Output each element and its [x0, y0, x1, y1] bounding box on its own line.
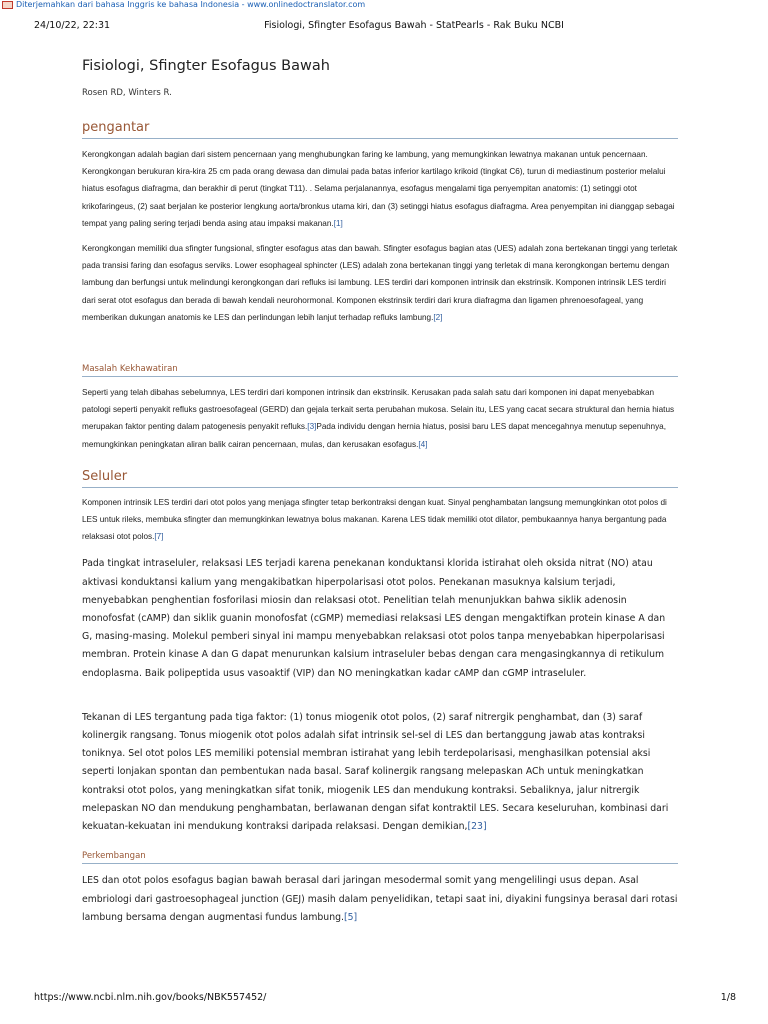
- print-datetime: 24/10/22, 22:31: [34, 20, 111, 31]
- print-header: [34, 19, 734, 33]
- translator-banner-text[interactable]: Diterjemahkan dari bahasa Inggris ke bahasa Indonesia - www.onlinedoctranslator.com: [16, 0, 366, 9]
- citation-link[interactable]: [23]: [467, 821, 487, 833]
- article-authors: Rosen RD, Winters R.: [82, 88, 172, 98]
- citation-link[interactable]: [7]: [154, 532, 164, 542]
- section-heading-seluler: Seluler: [82, 468, 678, 488]
- paragraph-text: Seperti yang telah dibahas sebelumnya, LES terdiri dari komponen intrinsik dan ekstrinsik. Kerusakan pada salah satu dari komponen ini dapat menyebabkan patologi seperti penyakit refluks gastroesofageal (GERD) dan gejala terkait serta perubahan mukosa. Selain itu, LES yang cacat secara struktural dan hernia hiatus merupakan faktor penting dalam patogenesis penyakit refluks.: [82, 388, 675, 432]
- paragraph-text: Kerongkongan memiliki dua sfingter fungsional, sfingter esofagus atas dan bawah. Sfingter esofagus bagian atas (UES) adalah zona bertekanan tinggi yang terletak pada transisi faring dan esofagus serviks. Lower esophageal sphincter (LES) adalah zona bertekanan tinggi yang terletak di mana kerongkongan bertemu dengan lambung dan berfungsi untuk melindungi kerongkongan dari refluks isi lambung. LES terdiri dari komponen intrinsik dan ekstrinsik. Komponen intrinsik LES terdiri dari serat otot esofagus dan berada di bawah kendali neurohormonal. Komponen ekstrinsik terdiri dari krura diafragma dan ligamen phrenoesofageal, yang memberikan dukungan anatomis ke LES dan perlindungan lebih lanjut terhadap refluks lambung.: [82, 244, 678, 322]
- paragraph-text: Pada individu dengan hernia hiatus, posisi baru LES dapat mencegahnya menutup sepenuhnya, memungkinkan peningkatan aliran balik cairan pencernaan, mulas, dan kerusakan esofagus.: [82, 422, 666, 449]
- section-heading-masalah: Masalah Kekhawatiran: [82, 364, 678, 377]
- paragraph-text: Komponen intrinsik LES terdiri dari otot polos yang menjaga sfingter tetap berkontraksi dengan kuat. Sinyal penghambatan langsung memungkinkan otot polos di LES untuk rileks, membuka sfingter dan memungkinkan lewatnya bolus makanan. Karena LES tidak memiliki otot dilator, pembukaannya hanya bergantung pada relaksasi otot polos.: [82, 497, 667, 542]
- section-heading-pengantar: pengantar: [82, 119, 678, 139]
- paragraph-text: Tekanan di LES tergantung pada tiga faktor: (1) tonus miogenik otot polos, (2) saraf nitrergik penghambat, dan (3) saraf kolinergik rangsang. Tonus miogenik otot polos adalah sifat intrinsik sel-sel di LES dan bertanggung jawab atas kontraksi toniknya. Sel otot polos LES memiliki potensial membran istirahat yang lebih terdepolarisasi, menghasilkan potensial aksi seperti lonjakan spontan dan pembentukan nada basal. Saraf kolinergik rangsang melepaskan ACh untuk meningkatkan kontraksi otot polos, yang meningkatkan sifat tonik, miogenik LES dan mendukung kontraksi. Sebaliknya, jalur nitrergik melepaskan NO dan mendukung penghambatan, berlawanan dengan sifat kontraktil LES. Secara keseluruhan, kombinasi dari kekuatan-kekuatan ini mendukung kontraksi daripada relaksasi. Dengan demikian,: [82, 711, 669, 833]
- paragraph-pengantar-1: [82, 146, 678, 232]
- article-title: Fisiologi, Sfingter Esofagus Bawah: [82, 58, 330, 74]
- section-heading-perkembangan: Perkembangan: [82, 851, 678, 864]
- citation-link[interactable]: [4]: [418, 439, 428, 449]
- paragraph-perkembangan-1: [82, 872, 678, 927]
- print-page-number: 1/8: [720, 992, 736, 1003]
- citation-link[interactable]: [2]: [433, 312, 443, 322]
- citation-link[interactable]: [5]: [343, 911, 358, 923]
- print-page-title: Fisiologi, Sfingter Esofagus Bawah - StatPearls - Rak Buku NCBI: [264, 20, 564, 31]
- paragraph-seluler-1: [82, 494, 678, 546]
- paragraph-seluler-3: [82, 709, 678, 836]
- paragraph-text: LES dan otot polos esofagus bagian bawah berasal dari jaringan mesodermal somit yang mengelilingi usus depan. Asal embriologi dari gastroesophageal junction (GEJ) masih dalam penyelidikan, tetapi saat ini, diyakini fungsinya berasal dari rotasi lambung bersama dengan augmentasi fundus lambung.: [82, 875, 678, 923]
- citation-link[interactable]: [1]: [333, 218, 343, 228]
- print-url: https://www.ncbi.nlm.nih.gov/books/NBK557452/: [34, 992, 267, 1003]
- paragraph-text: Kerongkongan adalah bagian dari sistem pencernaan yang menghubungkan faring ke lambung, yang memungkinkan lewatnya makanan untuk pencernaan. Kerongkongan berukuran kira-kira 25 cm pada orang dewasa dan dimulai pada batas inferior kartilago krikoid (tingkat C6), turun di mediastinum posterior melalui hiatus esofagus diafragma, dan berakhir di perut (tingkat T11). . Selama perjalanannya, esofagus mengalami tiga penyempitan anatomis: (1) setinggi otot krikofaringeus, (2) saat berjalan ke posterior lengkung aorta/bronkus utama kiri, dan (3) setinggi hiatus esofagus diafragma. Area penyempitan ini dianggap sebagai tempat yang paling sering terjadi benda asing atau impaksi makanan.: [82, 150, 675, 228]
- citation-link[interactable]: [3]: [307, 422, 317, 432]
- article-content: [82, 55, 678, 927]
- translator-banner[interactable]: [0, 0, 365, 10]
- translate-doc-icon: [2, 1, 13, 9]
- paragraph-text: Pada tingkat intraseluler, relaksasi LES terjadi karena penekanan konduktansi klorida istirahat oleh oksida nitrat (NO) atau aktivasi konduktansi kalium yang mengakibatkan hiperpolarisasi otot polos. Penekanan masuknya kalsium terjadi, menyebabkan penghentian fosforilasi miosin dan relaksasi otot. Penelitian telah menunjukkan bahwa siklik adenosin monofosfat (cAMP) dan siklik guanin monofosfat (cGMP) memediasi relaksasi LES dengan mengaktifkan protein kinase A dan G, masing-masing. Molekul pemberi sinyal ini mampu menyebabkan relaksasi otot polos tanpa menyebabkan hiperpolarisasi membran. Protein kinase A dan G dapat menurunkan kalsium intraseluler bebas dengan cara mengasingkannya di retikulum endoplasma. Baik polipeptida usus vasoaktif (VIP) dan NO meningkatkan kadar cAMP dan cGMP intraseluler.: [82, 558, 666, 679]
- paragraph-seluler-2: [82, 555, 678, 682]
- paragraph-pengantar-2: [82, 240, 678, 326]
- print-footer: [34, 991, 736, 1005]
- paragraph-masalah-1: [82, 384, 678, 453]
